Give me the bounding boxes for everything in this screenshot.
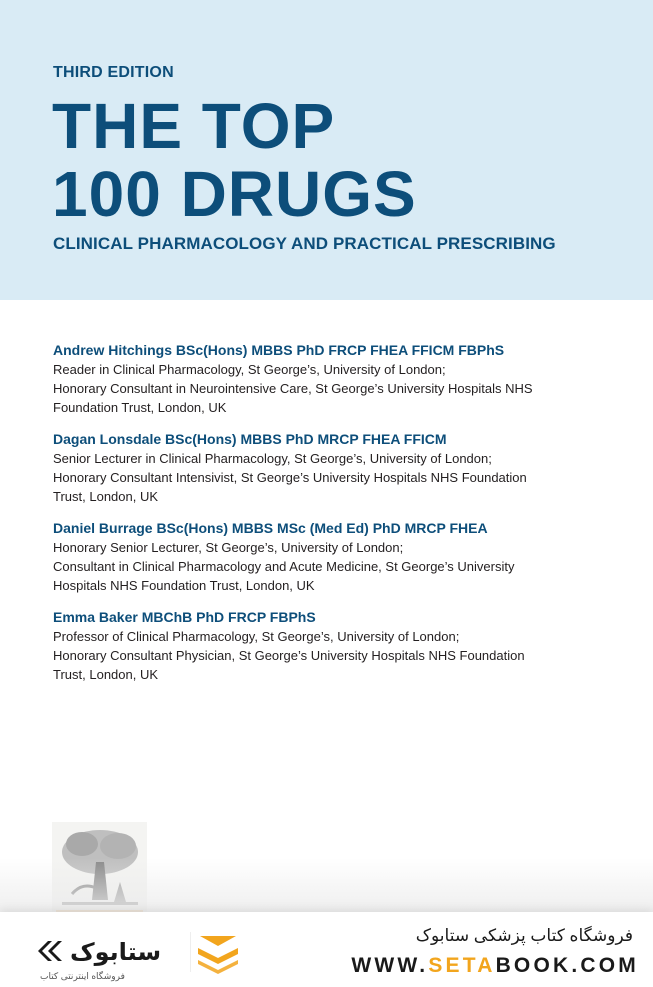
store-url-link[interactable] [351,954,639,978]
author-entry [53,607,633,684]
author-entry [53,340,633,417]
author-affiliation: Honorary Consultant Intensivist, St George’s University Hospitals NHS Foundation [53,470,527,485]
author-name: Andrew Hitchings BSc(Hons) MBBS PhD FRCP FHEA FFICM FBPhS [53,342,505,358]
store-name: فروشگاه کتاب پزشکی ستابوک [415,926,633,945]
edition-label: THIRD EDITION [53,64,174,81]
cover-header [0,0,653,300]
author-affiliation: Honorary Consultant in Neurointensive Care, St George’s University Hospitals NHS [53,381,533,396]
book-title-line-2: 100 DRUGS [52,158,417,230]
url-prefix: WWW. [351,954,429,977]
author-entry [53,429,633,506]
logo-subtext: فروشگاه اینترنتی کتاب [40,971,125,981]
book-subtitle: CLINICAL PHARMACOLOGY AND PRACTICAL PRESCRIBING [53,234,556,253]
logo-text: ستابوک [70,938,162,966]
author-affiliation: Professor of Clinical Pharmacology, St George’s, University of London; [53,629,460,644]
author-affiliation: Honorary Consultant Physician, St George’s University Hospitals NHS Foundation [53,648,525,663]
book-title [52,92,417,228]
author-list [53,340,633,696]
author-affiliation: Foundation Trust, London, UK [53,400,227,415]
store-banner [0,912,653,987]
setabook-logo-icon [34,932,174,970]
book-title-line-1: THE TOP [52,90,336,162]
author-name: Daniel Burrage BSc(Hons) MBBS MSc (Med Ed) PhD MRCP FHEA [53,520,488,536]
chevron-stack-icon [190,930,246,974]
author-affiliation: Honorary Senior Lecturer, St George’s, University of London; [53,540,404,555]
url-accent: SETA [428,954,496,977]
author-affiliation: Reader in Clinical Pharmacology, St George’s, University of London; [53,362,446,377]
bottom-fade [0,858,653,918]
author-name: Emma Baker MBChB PhD FRCP FBPhS [53,609,316,625]
author-affiliation: Hospitals NHS Foundation Trust, London, UK [53,578,315,593]
author-entry [53,518,633,595]
author-affiliation: Trust, London, UK [53,667,159,682]
author-affiliation: Consultant in Clinical Pharmacology and Acute Medicine, St George’s University [53,559,515,574]
author-affiliation: Senior Lecturer in Clinical Pharmacology, St George’s, University of London; [53,451,492,466]
url-suffix: BOOK.COM [495,954,639,977]
author-name: Dagan Lonsdale BSc(Hons) MBBS PhD MRCP FHEA FFICM [53,431,447,447]
author-affiliation: Trust, London, UK [53,489,159,504]
